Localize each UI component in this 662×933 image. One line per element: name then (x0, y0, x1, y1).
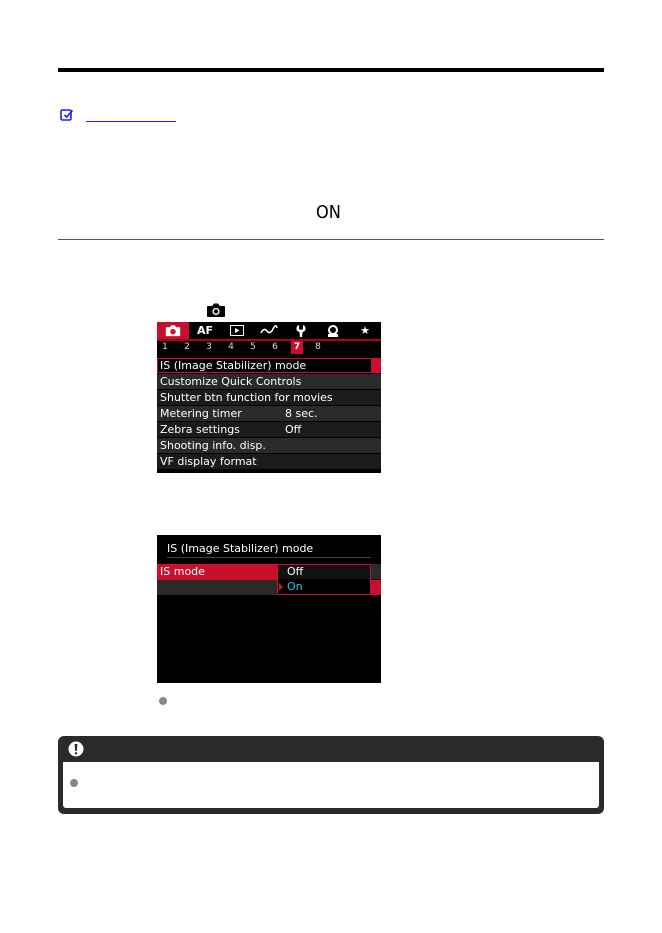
menu-item-is-mode[interactable] (157, 358, 381, 373)
caution-box (58, 736, 604, 814)
menu-tab-bar (157, 322, 381, 341)
tab-af[interactable]: AF (196, 324, 214, 337)
menu-item-value: Off (285, 423, 302, 436)
bullet-icon (70, 779, 78, 787)
option-label: Off (287, 565, 304, 578)
menu-item-label: IS (Image Stabilizer) mode (160, 359, 307, 372)
empty-row (157, 580, 277, 595)
custom-functions-icon (326, 325, 340, 337)
option-off[interactable] (278, 565, 370, 579)
option-list (277, 564, 371, 595)
scroll-indicator (371, 580, 381, 595)
page-number[interactable]: 6 (272, 342, 278, 352)
menu-item-label: Shutter btn function for movies (160, 391, 333, 404)
tab-custom-functions[interactable] (321, 322, 345, 339)
menu-item-vf-display-format[interactable] (157, 454, 381, 469)
bullet-icon (159, 697, 167, 705)
camera-icon (206, 302, 226, 318)
menu-item-label: VF display format (160, 455, 257, 468)
menu-item-shooting-info-disp[interactable] (157, 438, 381, 453)
setting-screen-title: IS (Image Stabilizer) mode (167, 542, 314, 555)
caution-body (63, 762, 599, 808)
camera-icon (165, 324, 181, 337)
wrench-icon (296, 325, 306, 337)
section-divider (58, 239, 604, 240)
tab-my-menu[interactable] (353, 322, 377, 339)
edit-square-icon (60, 108, 74, 122)
setting-label-text: IS mode (160, 565, 205, 578)
title-divider (167, 557, 371, 558)
caution-icon (68, 741, 84, 757)
option-on-selected[interactable] (278, 580, 370, 594)
page-number[interactable]: 3 (206, 342, 212, 352)
caution-header (58, 736, 604, 762)
star-icon: ★ (360, 324, 370, 337)
page-number[interactable]: 5 (250, 342, 256, 352)
is-mode-setting-screen (157, 535, 381, 683)
wave-icon (260, 325, 278, 336)
page-number[interactable]: 1 (162, 342, 168, 352)
menu-item-label: Metering timer (160, 407, 242, 420)
shooting-menu-screen (157, 322, 381, 473)
selected-arrow-icon (279, 583, 283, 591)
tab-setup[interactable] (289, 322, 313, 339)
menu-item-value: 8 sec. (285, 407, 318, 420)
related-link-underline[interactable] (86, 121, 176, 122)
page-number-active[interactable]: 7 (291, 341, 303, 354)
top-rule (58, 68, 604, 72)
menu-item-label: Zebra settings (160, 423, 240, 436)
setting-label (157, 564, 277, 580)
menu-item-label: Customize Quick Controls (160, 375, 302, 388)
playback-icon (230, 325, 244, 336)
on-button-label: ON (316, 202, 341, 223)
menu-item-label: Shooting info. disp. (160, 439, 266, 452)
menu-item-shutter-btn-function[interactable] (157, 390, 381, 405)
menu-item-zebra-settings[interactable] (157, 422, 381, 437)
tab-playback[interactable] (225, 322, 249, 339)
row-end (371, 564, 381, 579)
page-number[interactable]: 8 (315, 342, 321, 352)
tab-shooting[interactable] (157, 322, 189, 339)
menu-item-metering-timer[interactable] (157, 406, 381, 421)
tab-wireless[interactable] (257, 322, 281, 339)
option-label: On (287, 580, 303, 593)
page-number[interactable]: 2 (184, 342, 190, 352)
page-number[interactable]: 4 (228, 342, 234, 352)
selection-indicator (371, 358, 381, 373)
menu-page-numbers (157, 341, 381, 354)
menu-item-customize-quick-controls[interactable] (157, 374, 381, 389)
